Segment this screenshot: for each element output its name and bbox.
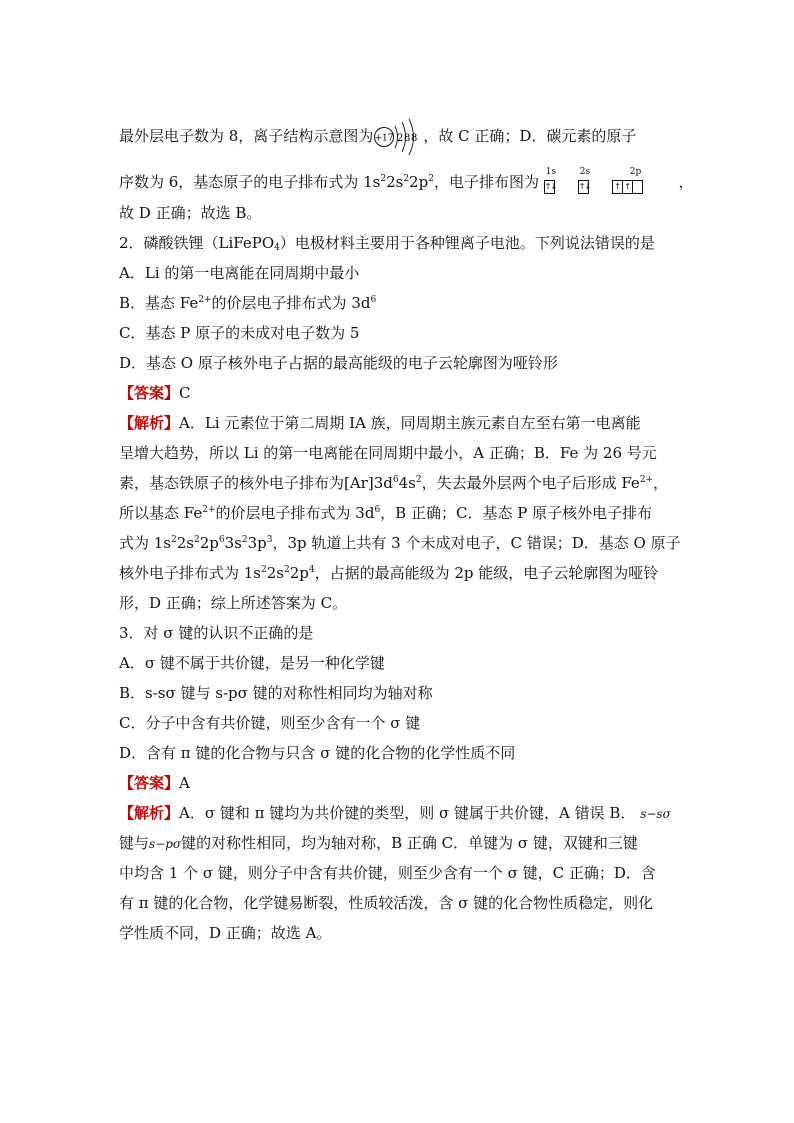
question-2-analysis-5: 式为 $1s^22s^22p^63s^23p^3$，3p 轨道上共有 3 个未成对电子，C 错误；D．基态 O 原子: [119, 534, 681, 552]
question-2-stem: 2．磷酸铁锂（LiFePO$_4$）电极材料主要用于各种锂离子电池。下列说法错误的是: [119, 234, 655, 253]
question-2-analysis-1: 【解析】A．Li 元素位于第二周期 IA 族，同周期主族元素自左至右第一电离能: [119, 414, 641, 432]
question-2-option-d: D．基态 O 原子核外电子占据的最高能级的电子云轮廓图为哑铃形: [119, 354, 558, 372]
question-3-analysis-5: 学性质不同，D 正确；故选 A。: [119, 924, 332, 942]
orbital-box-2p-1: ↑: [612, 180, 623, 194]
orbital-box-1s: ↑↓: [544, 180, 555, 194]
question-2-analysis-7: 形，D 正确；综上所述答案为 C。: [119, 594, 348, 612]
question-3-analysis-4: 有 π 键的化合物，化学键易断裂，性质较活泼，含 σ 键的化合物性质稳定，则化: [119, 894, 654, 912]
question-2-option-a: A．Li 的第一电离能在同周期中最小: [119, 264, 360, 282]
question-3-answer: 【答案】A: [119, 774, 190, 792]
ion-structure-diagram: [373, 117, 423, 157]
text-line-1: 最外层电子数为 8，离子结构示意图为 +17 2 8 8 ，故 C 正确；D．碳元素的原子: [119, 117, 636, 157]
question-3-option-d: D．含有 π 键的化合物与只含 σ 键的化合物的化学性质不同: [119, 744, 516, 762]
text-line-3: 故 D 正确；故选 B。: [119, 204, 262, 222]
orbital-box-2p-2: ↑: [622, 180, 633, 194]
question-3-option-c: C．分子中含有共价键，则至少含有一个 σ 键: [119, 714, 421, 732]
orbital-box-2s: ↑↓: [578, 180, 589, 194]
question-3-analysis-3: 中均含 1 个 σ 键，则分子中含有共价键，则至少含有一个 σ 键，C 正确；D．含: [119, 864, 656, 882]
orbital-label-2s: 2s: [579, 167, 591, 177]
question-2-analysis-4: 所以基态 $Fe^{2+}$的价层电子排布式为 $3d^6$，B 正确；C．基态 P 原子核外电子排布: [119, 504, 653, 522]
orbital-label-1s: 1s: [545, 167, 557, 177]
ion-shell-2: 8: [404, 133, 411, 144]
ion-nucleus-charge: +17: [374, 133, 394, 144]
ion-shell-1: 2: [397, 133, 404, 144]
question-2-analysis-3: 素，基态铁原子的核外电子排布为$[Ar]3d^64s^2$，失去最外层两个电子后形成 $Fe^{2+}$，: [119, 474, 669, 492]
question-2-analysis-6: 核外电子排布式为 $1s^22s^22p^4$，占据的最高能级为 2p 能级，电子云轮廓图为哑铃: [119, 564, 659, 582]
question-2-answer: 【答案】C: [119, 384, 191, 402]
question-2-option-b: B．基态 $Fe^{2+}$的价层电子排布式为 $3d^6$: [119, 294, 377, 312]
question-2-analysis-2: 呈增大趋势，所以 Li 的第一电离能在同周期中最小，A 正确；B．Fe 为 26 号元: [119, 444, 657, 462]
question-3-option-a: A．σ 键不属于共价键，是另一种化学键: [119, 654, 385, 672]
question-3-analysis-2: 键与s−pσ键的对称性相同，均为轴对称，B 正确 C．单键为 σ 键，双键和三键: [119, 834, 638, 852]
question-3-analysis-1: 【解析】A．σ 键和 π 键均为共价键的类型，则 σ 键属于共价键，A 错误 B． s−sσ: [119, 804, 671, 822]
text-line-2: 序数为 6，基态原子的电子排布式为 $1s^22s^22p^2$，电子排布图为 1s 2s 2p ↑↓ ↑↓ ↑ ↑ ，: [119, 167, 694, 199]
orbital-diagram: [544, 167, 674, 199]
question-3-stem: 3．对 σ 键的认识不正确的是: [119, 624, 314, 642]
ion-shell-3: 8: [411, 133, 418, 144]
question-3-option-b: B．s-sσ 键与 s-pσ 键的对称性相同均为轴对称: [119, 684, 433, 702]
orbital-label-2p: 2p: [629, 167, 642, 177]
orbital-box-2p-3: [632, 180, 643, 194]
question-2-option-c: C．基态 P 原子的未成对电子数为 5: [119, 324, 360, 342]
